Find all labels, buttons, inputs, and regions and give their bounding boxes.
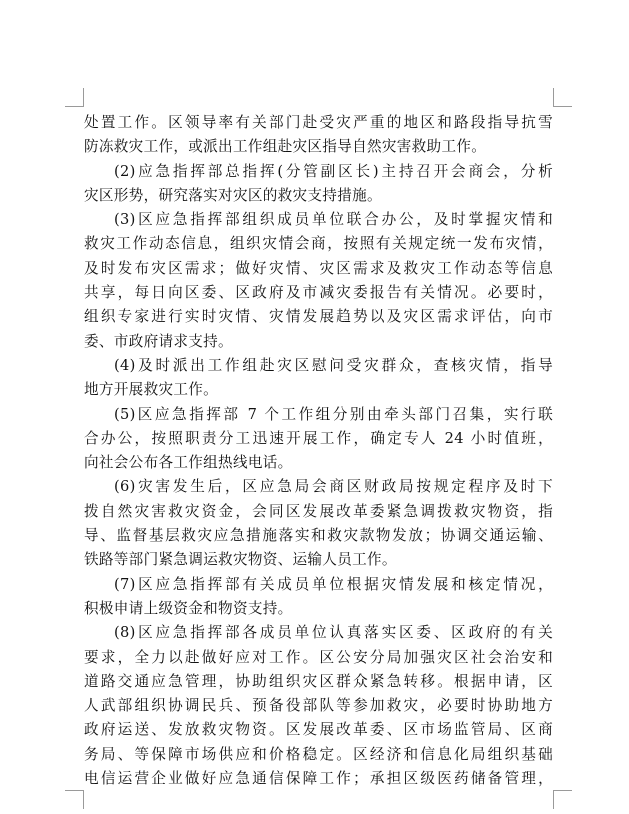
text-line: 向社会公布各工作组热线电话。 — [84, 454, 293, 472]
text-line: 要求，全力以赴做好应对工作。区公安分局加强灾区社会治安和 — [84, 648, 553, 666]
text-line: 政府运送、发放救灾物资。区发展改革委、区市场监管局、区商 — [84, 721, 553, 739]
text-line: 积极申请上级资金和物资支持。 — [84, 599, 293, 617]
text-line: 及时发布灾区需求；做好灾情、灾区需求及救灾工作动态等信息 — [84, 259, 553, 277]
text-line: (6)灾害发生后，区应急局会商区财政局按规定程序及时下 — [114, 478, 553, 496]
crop-mark-bottom-right — [553, 790, 572, 809]
text-line: 道路交通应急管理，协助组织灾区群众紧急转移。根据申请，区 — [84, 672, 553, 690]
text-line: 务局、等保障市场供应和价格稳定。区经济和信息化局组织基础 — [84, 745, 553, 763]
text-line: 铁路等部门紧急调运救灾物资、运输人员工作。 — [84, 551, 397, 569]
text-line: 共享，每日向区委、区政府及市减灾委报告有关情况。必要时， — [84, 284, 553, 302]
crop-mark-top-left — [65, 88, 84, 107]
text-line: 导、监督基层救灾应急措施落实和救灾款物发放；协调交通运输、 — [84, 527, 553, 545]
text-line: (3)区应急指挥部组织成员单位联合办公，及时掌握灾情和 — [114, 211, 553, 229]
text-line: (8)区应急指挥部各成员单位认真落实区委、区政府的有关 — [114, 624, 553, 642]
text-line: 防冻救灾工作，或派出工作组赴灾区指导自然灾害救助工作。 — [84, 138, 487, 156]
text-line: 地方开展救灾工作。 — [84, 381, 219, 399]
text-line: 救灾工作动态信息，组织灾情会商，按照有关规定统一发布灾情， — [84, 235, 553, 253]
text-line: 组织专家进行实时灾情、灾情发展趋势以及灾区需求评估，向市 — [84, 308, 553, 326]
text-line: 灾区形势，研究落实对灾区的救灾支持措施。 — [84, 186, 382, 204]
text-line: (2)应急指挥部总指挥(分管副区长)主持召开会商会，分析 — [114, 162, 553, 180]
crop-mark-top-right — [553, 88, 572, 107]
text-line: 人武部组织协调民兵、预备役部队等参加救灾，必要时协助地方 — [84, 697, 553, 715]
text-line: 处置工作。区领导率有关部门赴受灾严重的地区和路段指导抗雪 — [84, 114, 553, 131]
text-line: (7)区应急指挥部有关成员单位根据灾情发展和核定情况， — [114, 575, 553, 593]
text-line: 电信运营企业做好应急通信保障工作；承担区级医药储备管理， — [84, 770, 553, 788]
text-line: (4)及时派出工作组赴灾区慰问受灾群众，查核灾情，指导 — [114, 356, 553, 374]
document-body — [84, 111, 553, 791]
text-line: 委、市政府请求支持。 — [84, 332, 233, 350]
crop-mark-bottom-left — [65, 790, 84, 809]
text-line: (5)区应急指挥部 7 个工作组分别由牵头部门召集，实行联 — [114, 405, 553, 423]
text-line: 拨自然灾害救灾资金，会同区发展改革委紧急调拨救灾物资，指 — [84, 502, 553, 520]
text-line: 合办公，按照职责分工迅速开展工作，确定专人 24 小时值班， — [84, 429, 553, 447]
